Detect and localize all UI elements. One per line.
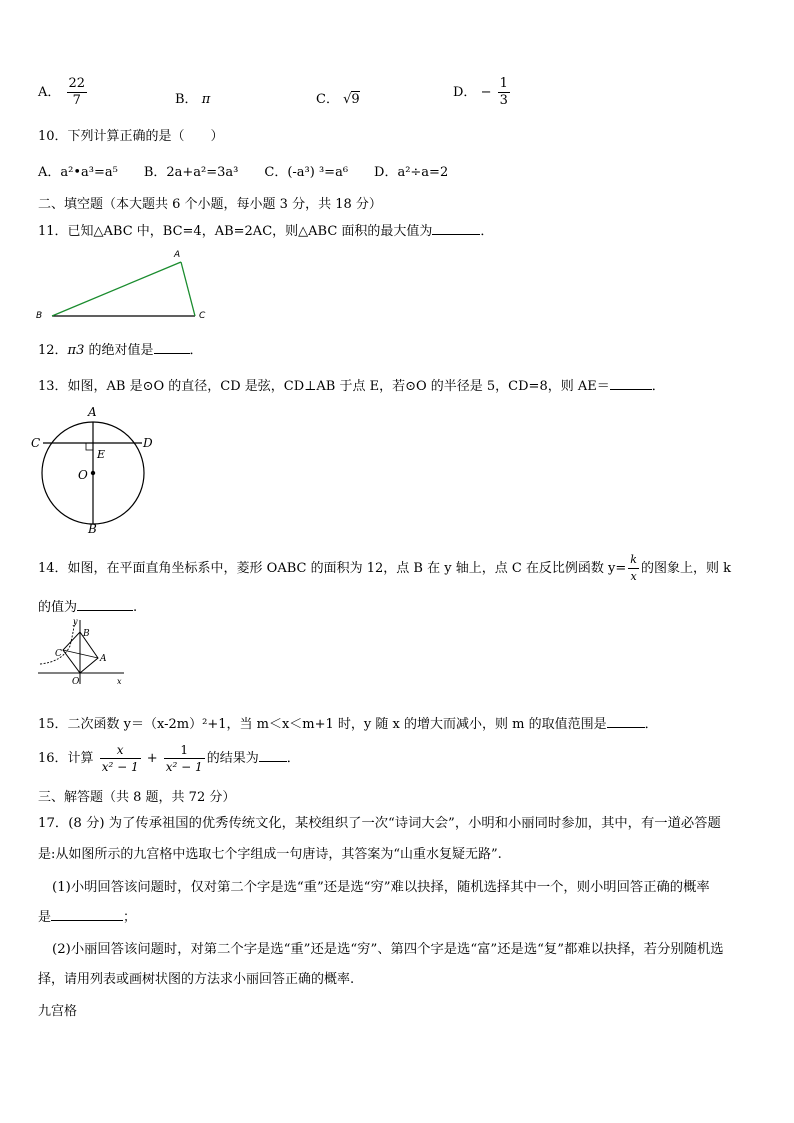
q9-option-a <box>38 76 89 109</box>
q11-text: 11．已知△ABC 中，BC=4，AB=2AC，则△ABC 面积的最大值为 <box>38 224 433 239</box>
label-b: B <box>83 629 90 639</box>
option-label: A． <box>38 85 61 100</box>
side-ac <box>181 262 195 316</box>
q13-circle-figure <box>30 400 160 535</box>
q17-line2: 是:从如图所示的九宫格中选取七个字组成一句唐诗，其答案为“山重水复疑无路”. <box>38 847 502 862</box>
label-y: y <box>73 617 78 626</box>
answer-blank <box>259 749 287 762</box>
label-d: D <box>143 436 153 450</box>
q11-stem <box>38 220 493 239</box>
q13-end: ． <box>651 379 665 394</box>
q16-text: 16．计算 <box>38 751 94 766</box>
numerator: 22 <box>68 76 86 91</box>
fraction <box>498 76 510 109</box>
q13-stem <box>38 375 665 394</box>
q17-part1-text: 是 <box>38 910 52 925</box>
label-c: C <box>55 649 62 659</box>
center-point <box>91 471 95 475</box>
q17-part1-end: ； <box>123 910 137 925</box>
q15-end: ． <box>644 717 658 732</box>
q14-text: 14．如图，在平面直角坐标系中，菱形 OABC 的面积为 12，点 B 在 y 轴上，点 C 在反比例函数 y= <box>38 561 627 576</box>
option-label: C． <box>316 92 339 107</box>
fraction-2 <box>164 742 205 775</box>
vertex-label-c: C <box>199 311 206 321</box>
q14-text-2: 的值为 <box>38 600 78 615</box>
fraction-1 <box>100 742 141 775</box>
q16-stem <box>38 742 300 775</box>
denominator: 3 <box>499 93 508 108</box>
fraction-k-over-x <box>628 552 639 585</box>
label-o: O <box>72 677 80 687</box>
answer-blank <box>610 377 652 390</box>
q16-text-tail: 的结果为 <box>206 751 259 766</box>
denominator: x <box>630 570 637 583</box>
q9-option-c <box>316 88 360 107</box>
label-a: A <box>88 405 97 419</box>
numerator: k <box>628 552 639 569</box>
label-e: E <box>97 448 106 461</box>
nine-grid-title: 九宫格 <box>38 1004 78 1019</box>
section2-heading: 二、填空题（本大题共 6 个小题，每小题 3 分，共 18 分） <box>38 197 382 212</box>
vertex-label-a: A <box>174 250 181 260</box>
label-c: C <box>31 436 41 450</box>
q12-end: ． <box>189 343 203 358</box>
answer-blank <box>51 908 123 921</box>
q11-triangle-figure <box>30 246 220 324</box>
answer-blank <box>432 222 480 235</box>
label-x: x <box>117 677 122 686</box>
q17-part1-line2 <box>38 906 136 925</box>
q11-end: ． <box>480 224 494 239</box>
answer-blank <box>77 598 133 611</box>
q12-text: 的绝对值是 <box>88 343 154 358</box>
q12-stem <box>38 339 203 358</box>
sqrt-icon: √ <box>343 92 352 107</box>
denominator: x² − 1 <box>165 760 203 774</box>
q15-stem <box>38 713 658 732</box>
q12-expression: π3 <box>67 343 89 358</box>
q14-rhombus-figure <box>32 614 132 690</box>
q14-stem-line2 <box>38 596 137 615</box>
answer-blank <box>607 715 645 728</box>
q15-text: 15．二次函数 y＝（x-2m）²+1，当 m＜x＜m+1 时，y 随 x 的增大而减小，则 m 的取值范围是 <box>38 717 607 732</box>
right-angle-mark <box>86 443 93 450</box>
q14-stem-line1 <box>38 552 731 585</box>
label-o: O <box>78 468 88 482</box>
q12-number: 12． <box>38 343 68 358</box>
q17-part2-line2: 择，请用列表或画树状图的方法求小丽回答正确的概率. <box>38 972 355 987</box>
q10-stem: 10．下列计算正确的是（ ） <box>38 129 224 144</box>
option-label: B． <box>175 92 198 107</box>
minus-sign: − <box>480 85 492 100</box>
numerator: 1 <box>499 76 508 91</box>
pi-value: π <box>201 92 211 107</box>
denominator: x² − 1 <box>101 760 139 774</box>
radicand: 9 <box>351 92 360 107</box>
fraction <box>67 76 88 109</box>
vertex-label-b: B <box>36 311 43 321</box>
numerator: 1 <box>164 742 205 759</box>
q13-text: 13．如图，AB 是⊙O 的直径，CD 是弦，CD⊥AB 于点 E，若⊙O 的半径是 5，CD=8，则 AE＝ <box>38 379 610 394</box>
label-b: B <box>88 522 97 535</box>
q14-end: . <box>133 600 138 615</box>
plus-sign: + <box>146 751 158 766</box>
q17-part1-line1: (1)小明回答该问题时，仅对第二个字是选“重”还是选“穷”难以抉择，随机选择其中一个，则小明回答正确的概率 <box>52 880 710 895</box>
q14-text-tail: 的图象上，则 k <box>640 561 731 576</box>
q17-part2-line1: (2)小丽回答该问题时，对第二个字是选“重”还是选“穷”、第四个字是选“富”还是选“复”都难以抉择，若分别随机选 <box>52 942 724 957</box>
answer-blank <box>154 341 190 354</box>
q10-options: A．a²•a³=a⁵ B．2a+a²=3a³ C．(-a³) ³=a⁶ D．a²÷a=2 <box>38 165 449 180</box>
option-label: D． <box>453 85 477 100</box>
q9-option-b <box>175 88 210 107</box>
q16-end: ． <box>286 751 300 766</box>
label-a: A <box>100 654 107 664</box>
q17-line1: 17．(8 分) 为了传承祖国的优秀传统文化，某校组织了一次“诗词大会”，小明和小丽同时参加，其中，有一道必答题 <box>38 816 721 831</box>
side-ab <box>52 262 181 316</box>
q9-option-d <box>453 76 512 109</box>
denominator: 7 <box>72 93 81 108</box>
numerator: x <box>100 742 141 759</box>
section3-heading: 三、解答题（共 8 题，共 72 分） <box>38 790 236 805</box>
